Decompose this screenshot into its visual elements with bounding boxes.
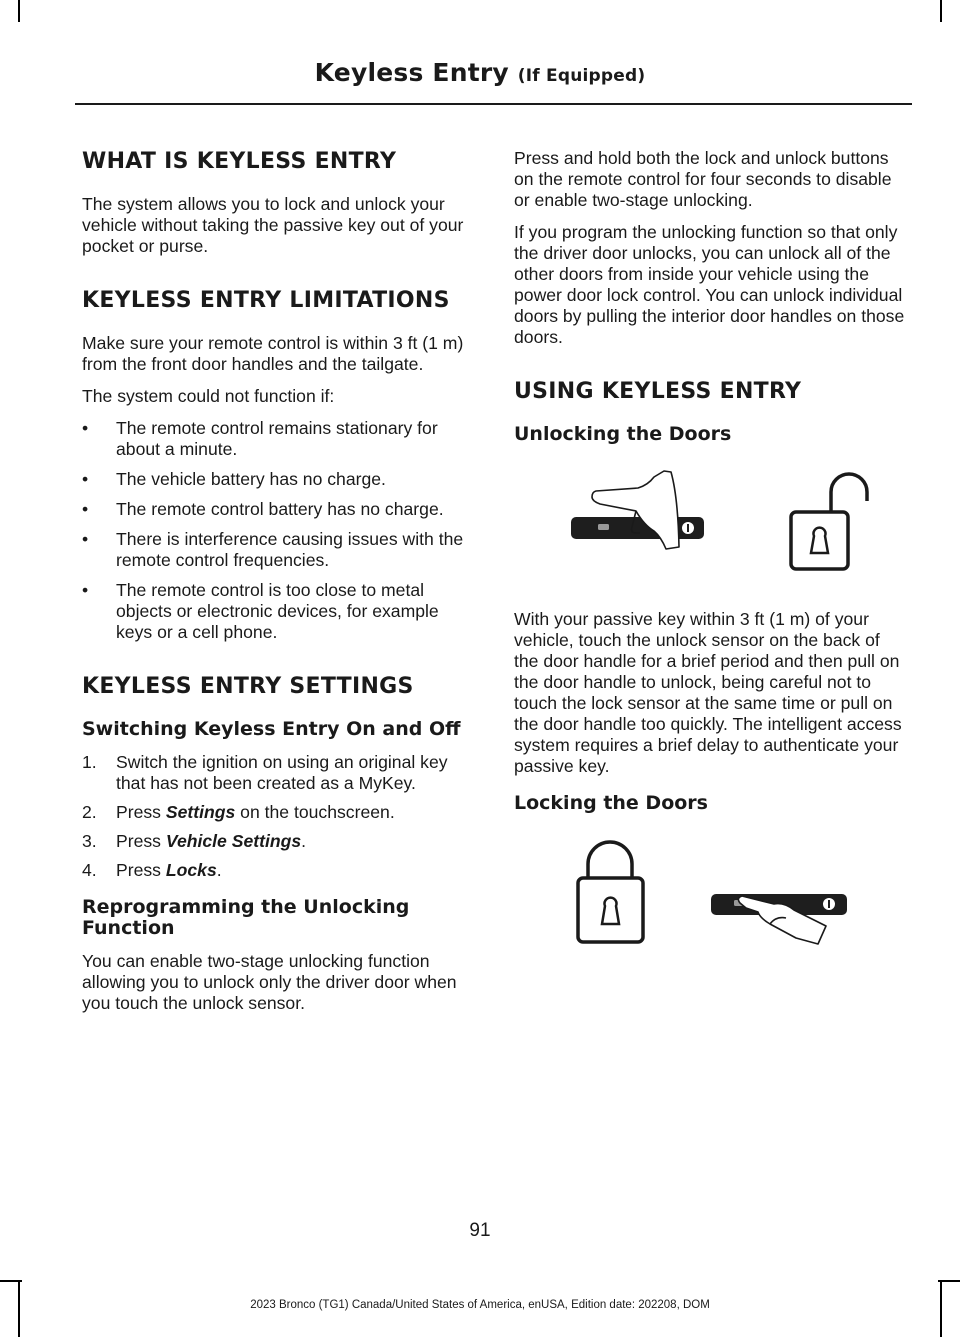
header-title-main: Keyless Entry	[314, 58, 509, 87]
subheading-reprogramming: Reprogramming the Unlocking Function	[82, 896, 410, 939]
what-paragraph: The system allows you to lock and unlock your vehicle without taking the passive key out of your pocket or purse.	[82, 194, 464, 256]
page-header-title	[0, 58, 960, 87]
crop-mark	[938, 1280, 960, 1282]
step-item	[82, 802, 477, 823]
step-text-pre: Press	[116, 802, 166, 822]
step-text-pre: Press	[116, 831, 166, 851]
bullet-marker: •	[82, 499, 89, 519]
section-heading-settings: KEYLESS ENTRY SETTINGS	[82, 674, 414, 699]
list-item-text: The remote control battery has no charge.	[116, 499, 444, 519]
step-text-post: on the touchscreen.	[235, 802, 395, 822]
limitations-intro: The system could not function if:	[82, 386, 335, 406]
two-stage-paragraph: Press and hold both the lock and unlock buttons on the remote control for four seconds to disable or enable two-stage unlocking.	[514, 148, 892, 210]
footer-edition-text: 2023 Bronco (TG1) Canada/United States of America, enUSA, Edition date: 202208, DOM	[250, 1299, 710, 1311]
list-item	[82, 499, 477, 520]
step-item	[82, 752, 477, 794]
ui-term-locks: Locks	[165, 860, 217, 880]
header-title-suffix: (If Equipped)	[517, 66, 646, 86]
reprogram-paragraph: You can enable two-stage unlocking function allowing you to unlock only the driver door when you touch the unlock sensor.	[82, 951, 457, 1013]
bullet-marker: •	[82, 580, 89, 600]
header-divider	[75, 103, 912, 105]
list-item	[82, 418, 477, 460]
section-heading-what: WHAT IS KEYLESS ENTRY	[82, 149, 397, 174]
limitations-paragraph: Make sure your remote control is within 3 ft (1 m) from the front door handles and the tailgate.	[82, 333, 464, 374]
step-text-post: .	[216, 860, 222, 880]
settings-steps	[82, 752, 477, 881]
section-heading-using: USING KEYLESS ENTRY	[514, 379, 802, 404]
limitations-list	[82, 418, 477, 643]
bullet-marker: •	[82, 529, 89, 549]
list-item-text: The remote control is too close to metal objects or electronic devices, for example keys or a cell phone.	[116, 580, 439, 642]
page-number: 91	[469, 1220, 491, 1241]
list-item	[82, 580, 477, 643]
step-number: 4.	[82, 860, 97, 880]
unlock-paragraph: With your passive key within 3 ft (1 m) of your vehicle, touch the unlock sensor on the back of the door handle for a brief period and then pull on the door handle to unlock, being careful not to touch the lock sensor at the same time or pull on the door handle too quickly. The intelligent access system requires a brief delay to authenticate your passive key.	[514, 609, 902, 776]
list-item-text: The vehicle battery has no charge.	[116, 469, 386, 489]
subheading-switching: Switching Keyless Entry On and Off	[82, 718, 461, 740]
lock-padlock-icon	[578, 842, 643, 942]
section-heading-limitations: KEYLESS ENTRY LIMITATIONS	[82, 288, 450, 313]
unlock-padlock-icon	[791, 474, 867, 569]
subheading-unlocking: Unlocking the Doors	[514, 423, 732, 445]
lock-illustration	[514, 826, 909, 956]
right-column	[514, 148, 909, 956]
step-item	[82, 860, 477, 881]
unlock-illustration	[514, 457, 909, 589]
driver-door-paragraph: If you program the unlocking function so that only the driver door unlocks, you can unlock all of the other doors from inside your vehicle using the power door lock control. You can unlock individual doors by pulling the interior door handles on those doors.	[514, 222, 905, 347]
list-item-text: There is interference causing issues with the remote control frequencies.	[116, 529, 464, 570]
step-item	[82, 831, 477, 852]
crop-mark	[940, 0, 942, 22]
ui-term-settings: Settings	[165, 802, 236, 822]
step-number: 2.	[82, 802, 97, 822]
list-item	[82, 469, 477, 490]
crop-mark	[18, 0, 20, 22]
step-number: 3.	[82, 831, 97, 851]
step-text-pre: Press	[116, 860, 166, 880]
step-number: 1.	[82, 752, 97, 772]
list-item	[82, 529, 477, 571]
list-item-text: The remote control remains stationary for about a minute.	[116, 418, 438, 459]
door-handle-icon	[571, 517, 704, 539]
bullet-marker: •	[82, 469, 89, 489]
left-column	[82, 148, 477, 1025]
bullet-marker: •	[82, 418, 89, 438]
ui-term-vehicle-settings: Vehicle Settings	[165, 831, 302, 851]
step-text: Switch the ignition on using an original key that has not been created as a MyKey.	[116, 752, 448, 793]
step-text-post: .	[301, 831, 307, 851]
subheading-locking: Locking the Doors	[514, 792, 708, 814]
